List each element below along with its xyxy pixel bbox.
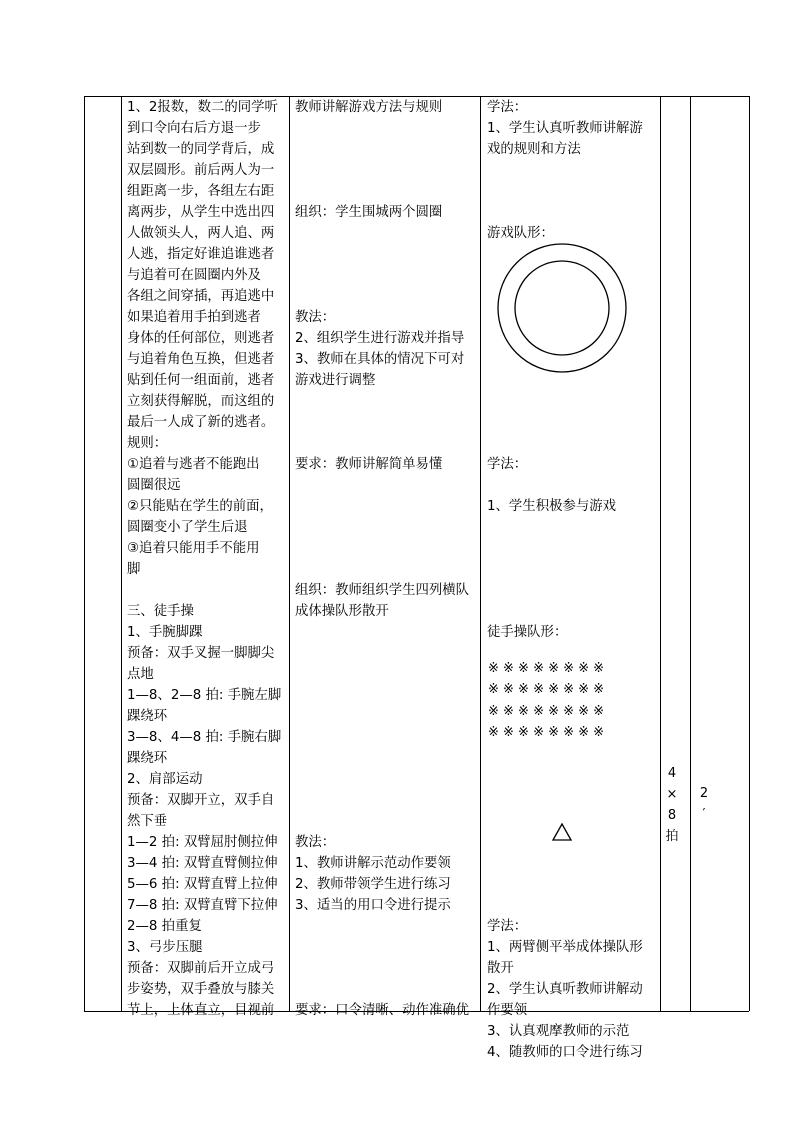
teacher-line: 3、教师在具体的情况下可对 (295, 352, 465, 367)
teacher-line: 成体操队形散开 (295, 604, 389, 619)
student-line (487, 790, 659, 811)
teacher-line: 2、组织学生进行游戏并指导 (295, 331, 465, 346)
time-cell (694, 786, 714, 828)
content-line: 与追着角色互换，但逃者 (127, 352, 275, 367)
teacher-line (295, 811, 479, 832)
content-line: 7—8 拍: 双臂直臂下拉伸 (127, 898, 278, 913)
student-line: 学法： (487, 457, 528, 472)
teacher-activity-column (295, 97, 479, 1021)
content-line: 各组之间穿插，再追逃中 (127, 289, 275, 304)
content-line: 最后一人成了新的逃者。 (127, 415, 275, 430)
content-line: 点地 (127, 667, 154, 682)
teacher-line: 教师讲解游戏方法与规则 (295, 100, 443, 115)
teacher-line (295, 622, 479, 643)
student-line: 1、两臂侧平举成体操队形 (487, 940, 643, 955)
inner-circle (515, 261, 609, 355)
teacher-line (295, 538, 479, 559)
student-line (487, 601, 659, 622)
student-line (487, 874, 659, 895)
teacher-line (295, 706, 479, 727)
content-line: 立刻获得解脱，而这组的 (127, 394, 275, 409)
student-line: 作要领 (487, 1003, 528, 1018)
content-line: ①追着与逃者不能跑出 (127, 457, 260, 472)
student-line: 游戏队形： (487, 226, 554, 241)
student-line: 1、学生认真听教师讲解游 (487, 121, 643, 136)
content-line: 1、2报数，数二的同学听 (127, 100, 278, 115)
student-line: 学法： (487, 919, 528, 934)
teacher-line (295, 979, 479, 1000)
content-line: 2—8 拍重复 (127, 919, 202, 934)
student-line (487, 391, 659, 412)
formation-row: ※ ※ ※ ※ ※ ※ ※ ※ (488, 725, 605, 741)
content-line: 规则： (127, 436, 168, 451)
student-line (487, 748, 659, 769)
teacher-line (295, 244, 479, 265)
teacher-line: 组织：学生围城两个圆圈 (295, 205, 443, 220)
student-line (487, 538, 659, 559)
content-line: 然下垂 (127, 814, 168, 829)
content-line: 1—8、2—8 拍: 手腕左脚 (127, 688, 282, 703)
student-line: 2、学生认真听教师讲解动 (487, 982, 643, 997)
content-line: 如果追着用手拍到逃者 (127, 310, 261, 325)
student-line: 戏的规则和方法 (487, 142, 581, 157)
teacher-line (295, 517, 479, 538)
teacher-line: 3、适当的用口令进行提示 (295, 898, 451, 913)
content-line: 预备：双脚开立，双手自 (127, 793, 275, 808)
teacher-line (295, 265, 479, 286)
content-line: 三、徒手操 (127, 604, 194, 619)
teacher-line (295, 643, 479, 664)
teacher-line (295, 937, 479, 958)
content-line: 3—8、4—8 拍: 手腕右脚 (127, 730, 282, 745)
content-line: 预备：双脚前后开立成弓 (127, 961, 275, 976)
content-line: 贴到任何一组面前，逃者 (127, 373, 275, 388)
student-line: 散开 (487, 961, 514, 976)
student-line (487, 202, 659, 223)
student-activity-column (487, 97, 659, 1063)
teacher-line (295, 664, 479, 685)
student-line (487, 412, 659, 433)
content-line: 2、肩部运动 (127, 772, 203, 787)
teacher-line: 组织：教师组织学生四列横队 (295, 583, 470, 598)
student-line (487, 853, 659, 874)
teacher-line (295, 769, 479, 790)
time-char: ′ (702, 807, 706, 822)
content-line: 节上，上体直立，目视前 (127, 1003, 275, 1018)
table-col-border-3 (289, 96, 290, 1011)
formation-row: ※ ※ ※ ※ ※ ※ ※ ※ (488, 661, 605, 676)
student-line (487, 559, 659, 580)
content-line: ②只能贴在学生的前面， (127, 499, 273, 514)
student-line: 3、认真观摩教师的示范 (487, 1024, 630, 1039)
teacher-line: 1、教师讲解示范动作要领 (295, 856, 451, 871)
teacher-line (295, 286, 479, 307)
student-line (487, 370, 659, 391)
repetitions-char: 拍 (665, 829, 679, 844)
content-line: 踝绕环 (127, 709, 168, 724)
content-line: 离两步，从学生中选出四 (127, 205, 275, 220)
content-line: 与追着可在圆圈内外及 (127, 268, 261, 283)
content-line: ③追着只能用手不能用 (127, 541, 260, 556)
student-line (487, 433, 659, 454)
teacher-line (295, 139, 479, 160)
student-line (487, 580, 659, 601)
content-line: 组距离一步，各组左右距 (127, 184, 275, 199)
content-line: 身体的任何部位，则逃者 (127, 331, 275, 346)
table-col-border-1 (84, 96, 85, 1011)
teacher-line (295, 181, 479, 202)
student-line: 徒手操队形： (487, 625, 568, 640)
content-line: 圆圈变小了学生后退 (127, 520, 248, 535)
content-line: 脚 (127, 562, 141, 577)
double-circle-formation-diagram (497, 243, 627, 373)
content-line: 1、手腕脚踝 (127, 625, 203, 640)
content-line: 3—4 拍: 双臂直臂侧拉伸 (127, 856, 278, 871)
content-line: 步姿势，双手叠放与膝关 (127, 982, 275, 997)
table-col-border-7 (749, 96, 750, 1011)
table-col-border-5 (660, 96, 661, 1011)
teacher-line: 2、教师带领学生进行练习 (295, 877, 451, 892)
table-col-border-2 (121, 96, 122, 1011)
teacher-line (295, 118, 479, 139)
content-line: 到口令向右后方退一步 (127, 121, 261, 136)
teacher-line (295, 160, 479, 181)
content-column (127, 97, 287, 1021)
repetitions-cell (662, 766, 682, 850)
student-line (487, 475, 659, 496)
student-line (487, 181, 659, 202)
teacher-line (295, 433, 479, 454)
triangle-icon (552, 823, 572, 841)
student-line (487, 160, 659, 181)
student-line (487, 832, 659, 853)
content-line: 预备：双手叉握一脚脚尖 (127, 646, 275, 661)
student-line (487, 769, 659, 790)
teacher-line (295, 412, 479, 433)
content-line: 站到数一的同学背后，成 (127, 142, 275, 157)
teacher-line (295, 958, 479, 979)
teacher-line (295, 748, 479, 769)
calisthenics-formation (488, 658, 653, 744)
teacher-line (295, 916, 479, 937)
repetitions-char: × (666, 787, 678, 802)
content-line: 双层圆形。前后两人为一 (127, 163, 275, 178)
teacher-line (295, 496, 479, 517)
student-line: 1、学生积极参与游戏 (487, 499, 617, 514)
repetitions-char: 8 (667, 808, 677, 823)
teacher-line: 游戏进行调整 (295, 373, 376, 388)
content-line: 人逃，指定好谁追谁逃者 (127, 247, 275, 262)
teacher-line (295, 559, 479, 580)
teacher-line: 教法： (295, 835, 336, 850)
teacher-line (295, 223, 479, 244)
outer-circle (498, 244, 626, 372)
content-line: 人做领头人，两人追、两 (127, 226, 275, 241)
student-line (487, 517, 659, 538)
teacher-line: 要求：口令清晰、动作准确优 (295, 1003, 470, 1018)
table-col-border-4 (480, 96, 481, 1011)
teacher-line (295, 685, 479, 706)
time-char: 2 (699, 786, 709, 801)
teacher-line (295, 790, 479, 811)
teacher-line (295, 727, 479, 748)
student-line: 4、随教师的口令进行练习 (487, 1045, 643, 1060)
content-line: 踝绕环 (127, 751, 168, 766)
formation-row: ※ ※ ※ ※ ※ ※ ※ ※ (488, 703, 605, 719)
content-line: 圆圈很远 (127, 478, 181, 493)
teacher-line (295, 475, 479, 496)
table-col-border-6 (690, 96, 691, 1011)
teacher-line (295, 391, 479, 412)
formation-row: ※ ※ ※ ※ ※ ※ ※ ※ (488, 682, 605, 698)
content-line: 5—6 拍: 双臂直臂上拉伸 (127, 877, 278, 892)
teacher-line: 要求：教师讲解简单易懂 (295, 457, 443, 472)
student-line: 学法： (487, 100, 528, 115)
student-line (487, 811, 659, 832)
teacher-line: 教法： (295, 310, 336, 325)
content-line (127, 580, 287, 601)
repetitions-char: 4 (667, 766, 677, 781)
content-line: 3、弓步压腿 (127, 940, 203, 955)
student-line (487, 895, 659, 916)
content-line: 1—2 拍: 双臂屈肘侧拉伸 (127, 835, 278, 850)
